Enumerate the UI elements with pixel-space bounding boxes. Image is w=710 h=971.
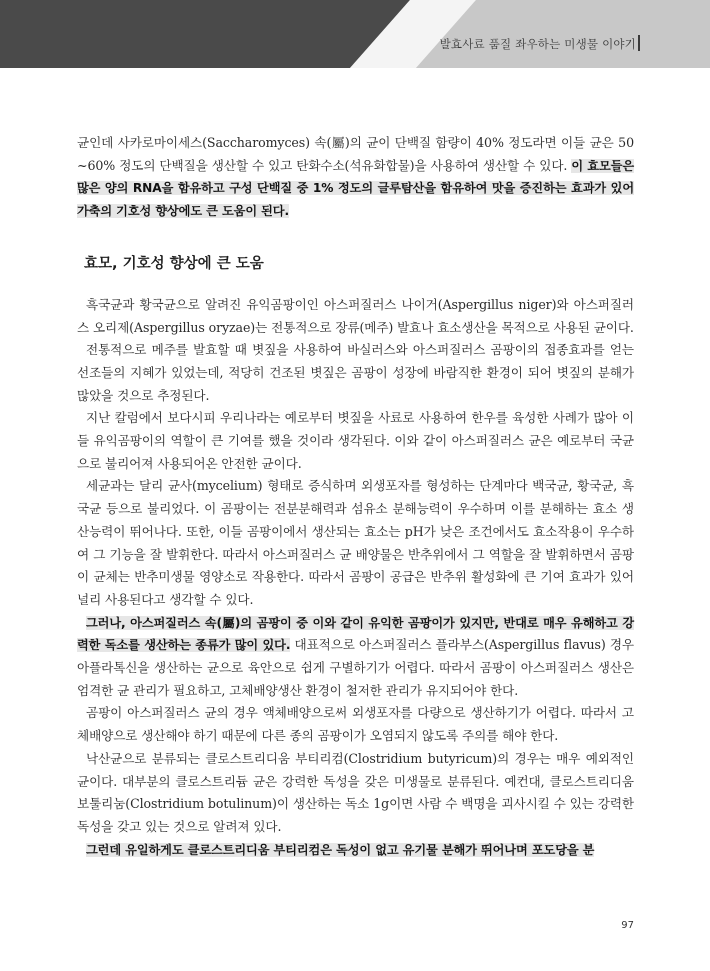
running-title-divider [638, 35, 640, 51]
page-number: 97 [621, 920, 634, 931]
body-paragraph-2: 전통적으로 메주를 발효할 때 볏짚을 사용하여 바실러스와 아스퍼질러스 곰팡이의 접종효과를 얻는 선조들의 지혜가 있었는데, 적당히 건조된 볏짚은 곰팡이 성장에 바람직한 환경이 되어 볏짚의 분해가 많았을 것으로 추정된다. [77, 342, 634, 403]
intro-highlight: 이 효모들은 많은 양의 RNA을 함유하고 구성 단백질 중 1% 정도의 글루탐산을 함유하여 맛을 증진하는 효과가 있어 가축의 기호성 향상에도 큰 도움이 된다. [77, 158, 634, 219]
body-paragraph-4: 세균과는 달리 균사(mycelium) 형태로 증식하며 외생포자를 형성하는 단계마다 백국균, 황국균, 흑국균 등으로 불리었다. 이 곰팡이는 전분분해력과 섬유소 분해능력이 우수하며 이를 분해하는 효소 생산능력이 뛰어나다. 또한, 이들 곰팡이에서 생산되는 효소는 pH가 낮은 조건에서도 효소작용이 우수하여 그 기능을 잘 발휘한다. 따라서 아스퍼질러스 균 배양물은 반추위에서 그 역할을 잘 발휘하면서 곰팡이 균체는 반추미생물 영양소로 작용한다. 따라서 곰팡이 공급은 반추위 활성화에 큰 기여 효과가 있어 널리 사용된다고 생각할 수 있다. [77, 478, 634, 607]
warning-paragraph [77, 612, 634, 703]
closing-highlight: 그런데 유일하게도 클로스트리디움 부티리컴은 독성이 없고 유기물 분해가 뛰어나며 포도당을 분 [86, 842, 595, 857]
warning-text: 대표적으로 아스퍼질러스 플라부스(Aspergillus flavus) 경우 아플라톡신을 생산하는 균으로 육안으로 쉽게 구별하기가 어렵다. 따라서 곰팡이 아스퍼질러스 생산은 엄격한 균 관리가 필요하고, 고체배양생산 환경이 철저한 관리가 유지되어야 한다. [77, 637, 634, 698]
running-title: 발효사료 품질 좌우하는 미생물 이야기 [439, 37, 636, 51]
intro-text: 균인데 사카로마이세스(Saccharomyces) 속(屬)의 균이 단백질 함량이 40% 정도라면 이들 균은 50~60% 정도의 단백질을 생산할 수 있고 탄화수소(석유화합물)을 사용하여 생산할 수 있다. [77, 135, 634, 173]
header-band [0, 0, 710, 68]
body-paragraph-1: 흑국균과 황국균으로 알려진 유익곰팡이인 아스퍼질러스 나이거(Aspergillus niger)와 아스퍼질러스 오리제(Aspergillus oryzae)는 전통적으로 장류(메주) 발효나 효소생산을 목적으로 사용된 균이다. [77, 296, 634, 335]
body-paragraph-3: 지난 칼럼에서 보다시피 우리나라는 예로부터 볏짚을 사료로 사용하여 한우를 육성한 사례가 많아 이들 유익곰팡이의 역할이 큰 기여를 했을 것이라 생각된다. 이와 같이 아스퍼질러스 균은 예로부터 국균으로 불리어져 사용되어온 안전한 균이다. [77, 410, 634, 471]
warning-highlight: 그러나, 아스퍼질러스 속(屬)의 곰팡이 중 이와 같이 유익한 곰팡이가 있지만, 반대로 매우 유해하고 강력한 독소를 생산하는 종류가 많이 있다. [77, 615, 634, 653]
closing-paragraph [77, 839, 634, 862]
section-heading: 효모, 기호성 향상에 큰 도움 [84, 255, 264, 272]
body-paragraph-6: 낙산균으로 분류되는 클로스트리디움 부티리컴(Clostridium butyricum)의 경우는 매우 예외적인 균이다. 대부분의 클로스트리듐 균은 강력한 독성을 갖은 미생물로 분류된다. 예컨대, 클로스트리디움 보툴리눔(Clostridium botulinum)이 생산하는 독소 1g이면 사람 수 백명을 괴사시킬 수 있는 강력한 독성을 갖고 있는 것으로 알려져 있다. [77, 750, 634, 834]
body-paragraph-5: 곰팡이 아스퍼질러스 균의 경우 액체배양으로써 외생포자를 다량으로 생산하기가 어렵다. 따라서 고체배양으로 생산해야 하기 때문에 다른 종의 곰팡이가 오염되지 않도록 주의를 해야 한다. [77, 705, 634, 744]
article-body [77, 132, 634, 861]
intro-paragraph [77, 132, 634, 223]
